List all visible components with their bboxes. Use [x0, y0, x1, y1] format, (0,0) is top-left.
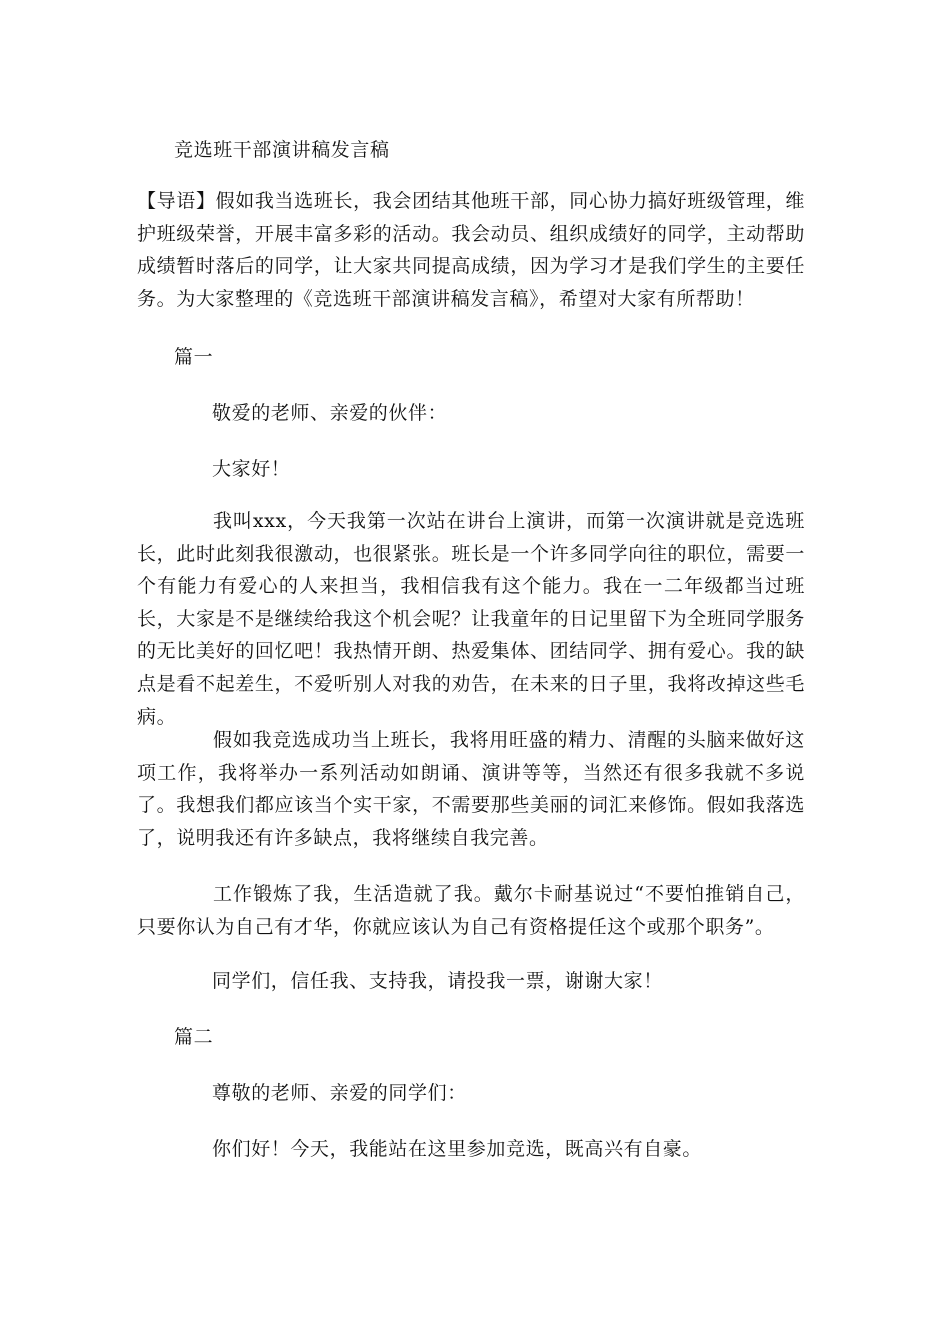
section2-heading: 篇二 — [174, 1026, 214, 1048]
section1-greeting: 大家好！ — [212, 458, 291, 480]
section1-paragraph-2: 假如我竞选成功当上班长，我将用旺盛的精力、清醒的头脑来做好这项工作，我将举办一系列活动如朗诵、演讲等等，当然还有很多我就不多说了。我想我们都应该当个实干家，不需要那些美丽的词汇来修饰。假如我落选了，说明我还有许多缺点，我将继续自我完善。 — [137, 729, 805, 849]
section1-heading: 篇一 — [174, 346, 214, 368]
intro-paragraph: 【导语】假如我当选班长，我会团结其他班干部，同心协力搞好班级管理，维护班级荣誉，开展丰富多彩的活动。我会动员、组织成绩好的同学，主动帮助成绩暂时落后的同学，让大家共同提高成绩，因为学习才是我们学生的主要任务。为大家整理的《竞选班干部演讲稿发言稿》，希望对大家有所帮助！ — [137, 190, 805, 310]
section2-paragraph-1: 你们好！今天，我能站在这里参加竞选，既高兴有自豪。 — [212, 1138, 703, 1160]
section1-closing: 同学们，信任我、支持我，请投我一票，谢谢大家！ — [212, 970, 663, 992]
section1-paragraph-3: 工作锻炼了我，生活造就了我。戴尔卡耐基说过“不要怕推销自己，只要你认为自己有才华，你就应该认为自己有资格提任这个或那个职务”。 — [137, 883, 805, 938]
section1-salutation: 敬爱的老师、亲爱的伙伴： — [212, 402, 448, 424]
document-title: 竞选班干部演讲稿发言稿 — [174, 139, 390, 161]
section1-paragraph-1: 我叫xxx，今天我第一次站在讲台上演讲，而第一次演讲就是竞选班长，此时此刻我很激动，也很紧张。班长是一个许多同学向往的职位，需要一个有能力有爱心的人来担当，我相信我有这个能力。我在一二年级都当过班长，大家是不是继续给我这个机会呢？让我童年的日记里留下为全班同学服务的无比美好的回忆吧！我热情开朗、热爱集体、团结同学、拥有爱心。我的缺点是看不起差生，不爱听别人对我的劝告，在未来的日子里，我将改掉这些毛病。 — [137, 510, 805, 728]
section2-salutation: 尊敬的老师、亲爱的同学们： — [212, 1082, 467, 1104]
